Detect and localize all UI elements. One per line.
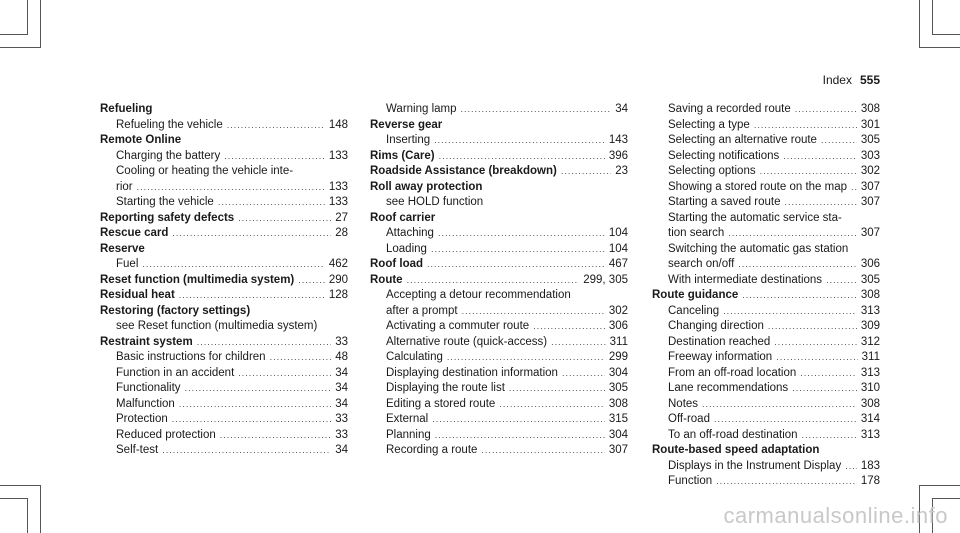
index-subentry	[652, 195, 880, 211]
dot-leader	[802, 428, 857, 444]
entry-text: Reset function (multimedia system)	[100, 273, 295, 286]
entry-text: Displaying destination information	[386, 366, 558, 379]
page-reference: 34	[615, 103, 628, 115]
dot-leader	[439, 149, 605, 165]
page-reference: 307	[860, 227, 880, 239]
index-entry	[100, 288, 348, 304]
index-subentry	[100, 397, 348, 413]
entry-text: Rescue card	[100, 227, 169, 239]
dot-leader	[499, 397, 604, 413]
page-reference: 310	[860, 382, 880, 394]
page-reference: 304	[608, 366, 628, 379]
dot-leader	[179, 397, 331, 413]
page-reference: 33	[335, 428, 348, 441]
entry-text: Protection	[116, 413, 168, 425]
page-reference: 133	[328, 196, 348, 208]
dot-leader	[172, 226, 331, 242]
page-reference: 309	[860, 320, 880, 332]
entry-text: Starting a saved route	[668, 196, 781, 208]
page-reference: 312	[860, 335, 880, 348]
page-reference: 313	[860, 366, 880, 379]
index-subentry	[100, 118, 348, 134]
dot-leader	[754, 118, 857, 134]
dot-leader	[738, 257, 857, 273]
index-subentry	[100, 366, 348, 382]
index-subentry	[370, 335, 628, 351]
page-reference: 308	[860, 397, 880, 410]
dot-leader	[826, 273, 857, 289]
entry-text: Off-road	[668, 413, 710, 425]
index-subentry	[652, 350, 880, 366]
entry-text: To an off-road destination	[668, 428, 798, 441]
entry-text: Roadside Assistance (breakdown)	[370, 165, 557, 177]
index-subentry	[370, 381, 628, 397]
entry-text: Remote Online	[100, 134, 182, 146]
dot-leader	[438, 226, 605, 242]
entry-text: Route guidance	[652, 289, 739, 301]
entry-text: Basic instructions for children	[116, 351, 266, 363]
entry-text: Showing a stored route on the map	[668, 180, 848, 193]
section-label: Index	[822, 73, 852, 87]
entry-text: Freeway information	[668, 351, 773, 363]
page-reference: 133	[328, 180, 348, 193]
page-reference: 307	[860, 196, 880, 208]
dot-leader	[162, 443, 331, 459]
entry-text: Roof load	[370, 258, 424, 270]
index-entry	[100, 304, 348, 320]
entry-text: Reverse gear	[370, 118, 443, 131]
page-reference: 23	[615, 165, 628, 177]
index-entry	[100, 226, 348, 242]
index-subentry	[370, 226, 628, 242]
entry-text: Editing a stored route	[386, 397, 496, 410]
page-reference: 308	[860, 103, 880, 115]
page-reference: 303	[860, 149, 880, 162]
index-entry	[100, 335, 348, 351]
dot-leader	[270, 350, 332, 366]
entry-text: tion search	[668, 227, 725, 239]
index-subentry	[652, 133, 880, 149]
page-reference: 462	[328, 258, 348, 270]
entry-text: Route-based speed adaptation	[652, 444, 820, 456]
page-reference: 306	[608, 320, 628, 332]
entry-text: Displays in the Instrument Display	[668, 459, 842, 472]
dot-leader	[562, 366, 605, 382]
page-reference: 302	[860, 165, 880, 177]
entry-text: see HOLD function	[386, 196, 484, 208]
crop-mark	[40, 485, 41, 533]
index-entry	[370, 211, 628, 227]
dot-leader	[179, 288, 325, 304]
page-reference: 314	[860, 413, 880, 425]
dot-leader	[462, 304, 605, 320]
dot-leader	[851, 180, 857, 196]
dot-leader	[220, 428, 331, 444]
index-subentry	[100, 164, 348, 180]
index-subentry	[652, 242, 880, 258]
dot-leader	[509, 381, 605, 397]
crop-mark	[919, 485, 960, 486]
page-reference: 299, 305	[583, 273, 628, 286]
page-reference: 313	[860, 304, 880, 317]
page-reference: 304	[608, 428, 628, 441]
page-reference: 34	[335, 382, 348, 394]
index-subentry	[100, 149, 348, 165]
index-subentry	[100, 350, 348, 366]
index-subentry	[370, 428, 628, 444]
entry-text: Selecting options	[668, 165, 756, 177]
dot-leader	[551, 335, 606, 351]
index-subentry	[652, 366, 880, 382]
dot-leader	[224, 149, 325, 165]
entry-text: Charging the battery	[116, 149, 221, 162]
page-reference: 34	[335, 444, 348, 456]
page-reference: 305	[860, 134, 880, 146]
page-reference: 396	[608, 149, 628, 162]
entry-text: Roof carrier	[370, 211, 436, 224]
index-subentry	[652, 474, 880, 490]
index-subentry	[652, 226, 880, 242]
dot-leader	[172, 412, 331, 428]
dot-leader	[533, 319, 605, 335]
dot-leader	[435, 428, 605, 444]
index-subentry	[652, 149, 880, 165]
entry-text: Switching the automatic gas station	[668, 242, 849, 255]
page-reference: 48	[335, 351, 348, 363]
page-reference: 133	[328, 149, 348, 162]
entry-text: Malfunction	[116, 397, 175, 410]
page-reference: 311	[609, 335, 628, 348]
entry-text: Restraint system	[100, 335, 193, 348]
dot-leader	[714, 412, 857, 428]
dot-leader	[728, 226, 857, 242]
entry-text: Attaching	[386, 227, 434, 239]
dot-leader	[432, 412, 605, 428]
crop-mark	[27, 0, 28, 35]
entry-text: Changing direction	[668, 320, 764, 332]
crop-mark	[932, 34, 960, 35]
entry-text: Reduced protection	[116, 428, 216, 441]
index-entry	[100, 242, 348, 258]
index-subentry	[100, 180, 348, 196]
dot-leader	[716, 474, 857, 490]
page-reference: 307	[608, 444, 628, 456]
dot-leader	[783, 149, 857, 165]
dot-leader	[447, 350, 605, 366]
entry-text: External	[386, 413, 429, 425]
page-reference: 302	[608, 304, 628, 317]
entry-text: Self-test	[116, 444, 159, 456]
watermark: carmanualsonline.info	[723, 503, 948, 528]
index-subentry	[370, 319, 628, 335]
dot-leader	[742, 288, 857, 304]
index-subentry	[370, 288, 628, 304]
dot-leader	[821, 133, 857, 149]
index-subentry	[370, 242, 628, 258]
index-subentry	[652, 381, 880, 397]
index-subentry	[370, 195, 628, 211]
index-subentry	[100, 195, 348, 211]
entry-text: search on/off	[668, 258, 735, 270]
index-subentry	[652, 273, 880, 289]
entry-text: Refueling	[100, 103, 153, 115]
dot-leader	[760, 164, 857, 180]
entry-text: With intermediate destinations	[668, 273, 823, 286]
page-reference: 178	[860, 475, 880, 487]
entry-text: Functionality	[116, 382, 181, 394]
entry-text: Roll away protection	[370, 180, 483, 193]
crop-mark	[27, 498, 28, 533]
entry-text: Starting the vehicle	[116, 196, 214, 208]
index-subentry	[652, 180, 880, 196]
page-reference: 104	[608, 242, 628, 255]
dot-leader	[197, 335, 332, 351]
entry-text: Warning lamp	[386, 103, 457, 115]
entry-text: Residual heat	[100, 289, 175, 301]
dot-leader	[800, 366, 857, 382]
dot-leader	[298, 273, 325, 289]
entry-text: Reporting safety defects	[100, 211, 235, 224]
page-reference: 305	[860, 273, 880, 286]
index-subentry	[100, 428, 348, 444]
dot-leader	[434, 133, 605, 149]
page-reference: 308	[860, 289, 880, 301]
entry-text: From an off-road location	[668, 366, 797, 379]
index-entry	[370, 149, 628, 165]
entry-text: Route	[370, 273, 403, 286]
entry-text: Inserting	[386, 134, 431, 146]
page-reference: 313	[860, 428, 880, 441]
dot-leader	[768, 319, 857, 335]
dot-leader	[142, 257, 324, 273]
entry-text: Function	[668, 475, 713, 487]
dot-leader	[792, 381, 857, 397]
entry-text: Cooling or heating the vehicle inte-	[116, 165, 294, 177]
entry-text: Rims (Care)	[370, 149, 435, 162]
entry-text: Starting the automatic service sta-	[668, 211, 842, 224]
page-reference: 311	[861, 351, 880, 363]
index-subentry	[370, 397, 628, 413]
page-reference: 104	[608, 227, 628, 239]
dot-leader	[776, 350, 857, 366]
index-subentry	[100, 319, 348, 335]
index-subentry	[652, 397, 880, 413]
dot-leader	[723, 304, 857, 320]
index-entry	[100, 273, 348, 289]
index-subentry	[652, 102, 880, 118]
entry-text: see Reset function (multimedia system)	[116, 320, 318, 332]
crop-mark	[0, 498, 28, 499]
crop-mark	[932, 0, 933, 35]
index-subentry	[100, 412, 348, 428]
index-entry	[652, 288, 880, 304]
page-reference: 301	[860, 118, 880, 131]
page-reference: 183	[860, 459, 880, 472]
page-reference: 467	[608, 258, 628, 270]
index-subentry	[652, 257, 880, 273]
dot-leader	[845, 459, 857, 475]
crop-mark	[0, 485, 41, 486]
index-subentry	[370, 304, 628, 320]
entry-text: Destination reached	[668, 335, 771, 348]
entry-text: Notes	[668, 397, 699, 410]
entry-text: after a prompt	[386, 304, 458, 317]
index-subentry	[370, 443, 628, 459]
index-subentry	[100, 381, 348, 397]
entry-text: rior	[116, 180, 133, 193]
index-entry	[370, 257, 628, 273]
page-reference: 307	[860, 180, 880, 193]
entry-text: Calculating	[386, 351, 443, 363]
dot-leader	[227, 118, 325, 134]
entry-text: Selecting notifications	[668, 149, 780, 162]
page-reference: 290	[328, 273, 348, 286]
entry-text: Function in an accident	[116, 366, 235, 379]
index-subentry	[652, 459, 880, 475]
dot-leader	[561, 164, 611, 180]
index-subentry	[652, 118, 880, 134]
page-reference: 34	[335, 366, 348, 379]
index-subentry	[370, 412, 628, 428]
page-header	[823, 73, 880, 87]
entry-text: Alternative route (quick-access)	[386, 335, 548, 348]
index-subentry	[100, 443, 348, 459]
entry-text: Refueling the vehicle	[116, 118, 223, 131]
index-subentry	[652, 412, 880, 428]
index-subentry	[652, 319, 880, 335]
dot-leader	[461, 102, 612, 118]
dot-leader	[702, 397, 857, 413]
entry-text: Accepting a detour recommendation	[386, 289, 571, 301]
index-subentry	[370, 133, 628, 149]
page-reference: 308	[608, 397, 628, 410]
index-entry	[100, 211, 348, 227]
index-entry	[100, 133, 348, 149]
entry-text: Displaying the route list	[386, 382, 505, 394]
page-number: 555	[859, 73, 880, 87]
page-reference: 148	[328, 118, 348, 131]
entry-text: Reserve	[100, 242, 145, 255]
crop-mark	[932, 498, 960, 499]
page-reference: 33	[335, 413, 348, 425]
entry-text: Lane recommendations	[668, 382, 789, 394]
dot-leader	[238, 211, 331, 227]
entry-text: Selecting an alternative route	[668, 134, 817, 146]
index-entry	[370, 180, 628, 196]
page-reference: 28	[335, 227, 348, 239]
crop-mark	[40, 0, 41, 48]
index-subentry	[652, 304, 880, 320]
page-reference: 143	[608, 134, 628, 146]
dot-leader	[137, 180, 325, 196]
entry-text: Restoring (factory settings)	[100, 304, 251, 317]
dot-leader	[774, 335, 857, 351]
dot-leader	[218, 195, 325, 211]
dot-leader	[795, 102, 857, 118]
page-reference: 299	[608, 351, 628, 363]
index-entry	[100, 102, 348, 118]
index-subentry	[652, 164, 880, 180]
index-column-1	[100, 102, 348, 459]
index-subentry	[370, 102, 628, 118]
page-reference: 315	[608, 413, 628, 425]
index-entry	[370, 164, 628, 180]
entry-text: Activating a commuter route	[386, 320, 530, 332]
index-subentry	[652, 335, 880, 351]
index-subentry	[370, 350, 628, 366]
crop-mark	[919, 0, 920, 48]
dot-leader	[481, 443, 604, 459]
dot-leader	[427, 257, 605, 273]
entry-text: Selecting a type	[668, 118, 750, 131]
page-reference: 306	[860, 258, 880, 270]
dot-leader	[238, 366, 331, 382]
index-subentry	[652, 428, 880, 444]
entry-text: Planning	[386, 428, 431, 441]
index-column-3	[652, 102, 880, 490]
index-subentry	[652, 211, 880, 227]
dot-leader	[185, 381, 332, 397]
index-entry	[370, 118, 628, 134]
page-reference: 128	[328, 289, 348, 301]
entry-text: Fuel	[116, 258, 139, 270]
crop-mark	[0, 34, 28, 35]
entry-text: Saving a recorded route	[668, 103, 791, 115]
index-entry	[652, 443, 880, 459]
page-reference: 33	[335, 335, 348, 348]
page-reference: 305	[608, 382, 628, 394]
page-reference: 34	[335, 397, 348, 410]
dot-leader	[407, 273, 580, 289]
page-reference: 27	[335, 211, 348, 224]
entry-text: Recording a route	[386, 444, 478, 456]
crop-mark	[0, 47, 41, 48]
dot-leader	[431, 242, 605, 258]
dot-leader	[785, 195, 857, 211]
index-subentry	[100, 257, 348, 273]
entry-text: Canceling	[668, 304, 720, 317]
index-entry	[370, 273, 628, 289]
index-column-2	[370, 102, 628, 459]
crop-mark	[919, 47, 960, 48]
index-subentry	[370, 366, 628, 382]
entry-text: Loading	[386, 242, 427, 255]
